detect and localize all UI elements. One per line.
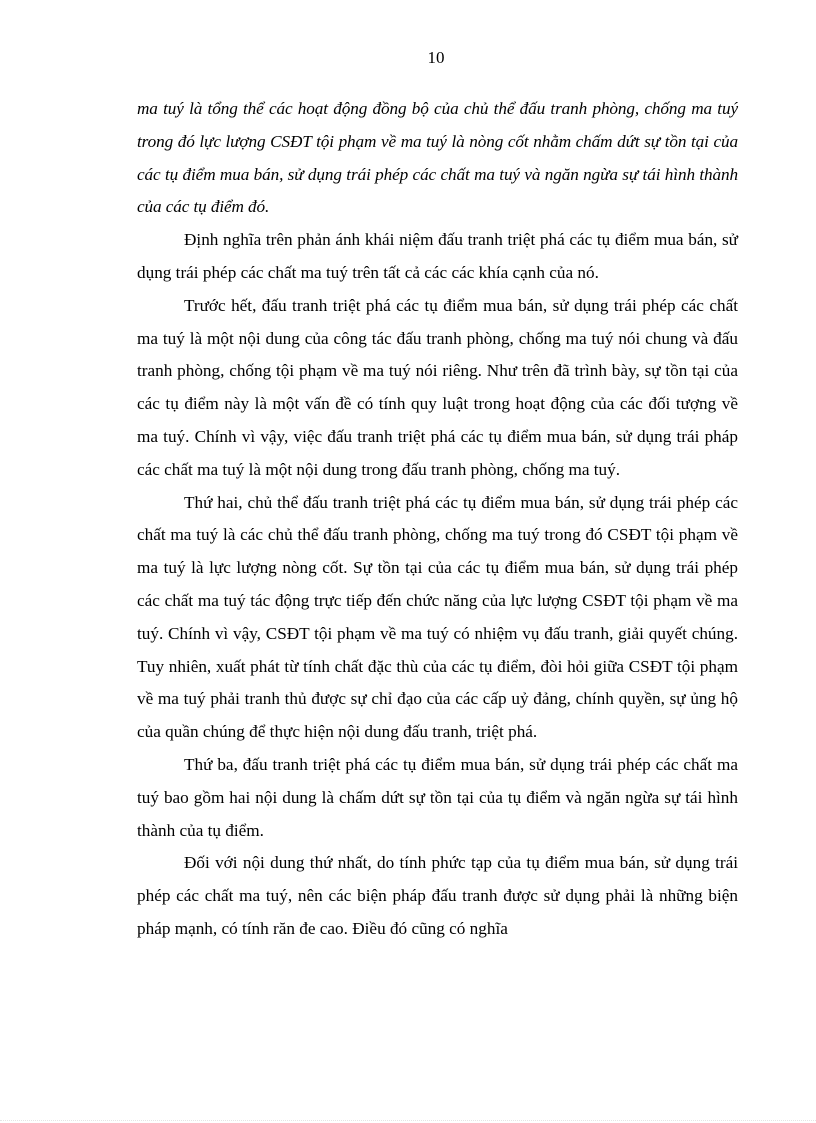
paragraph-second-point: Thứ hai, chủ thể đấu tranh triệt phá các tụ điểm mua bán, sử dụng trái phép các chất ma tuý là các chủ thể đấu tranh phòng, chống ma tuý trong đó CSĐT tội phạm về ma tuý là lực lượng nòng cốt. Sự tồn tại của các tụ điểm mua bán, sử dụng trái phép các chất ma tuý tác động trực tiếp đến chức năng của lực lượng CSĐT tội phạm về ma tuý. Chính vì vậy, CSĐT tội phạm về ma tuý có nhiệm vụ đấu tranh, giải quyết chúng. Tuy nhiên, xuất phát từ tính chất đặc thù của các tụ điểm, đòi hỏi giữa CSĐT tội phạm về ma tuý phải tranh thủ được sự chỉ đạo của các cấp uỷ đảng, chính quyền, sự ủng hộ của quần chúng để thực hiện nội dung đấu tranh, triệt phá.: [137, 492, 738, 742]
paragraph-definition-reflection: Định nghĩa trên phản ánh khái niệm đấu tranh triệt phá các tụ điểm mua bán, sử dụng trái phép các chất ma tuý trên tất cả các các khía cạnh của nó.: [137, 230, 738, 282]
paragraph-first-content: Đối với nội dung thứ nhất, do tính phức tạp của tụ điểm mua bán, sử dụng trái phép các chất ma tuý, nên các biện pháp đấu tranh được sử dụng phải là những biện pháp mạnh, có tính răn đe cao. Điều đó cũng có nghĩa: [137, 853, 738, 938]
paragraph-first-point: Trước hết, đấu tranh triệt phá các tụ điểm mua bán, sử dụng trái phép các chất ma tuý là một nội dung của công tác đấu tranh phòng, chống ma tuý nói chung và đấu tranh phòng, chống tội phạm về ma tuý nói riêng. Như trên đã trình bày, sự tồn tại của các tụ điểm này là một vấn đề có tính quy luật trong hoạt động của các đối tượng về ma tuý. Chính vì vậy, việc đấu tranh triệt phá các tụ điểm mua bán, sử dụng trái pháp các chất ma tuý là một nội dung trong đấu tranh phòng, chống ma tuý.: [137, 295, 738, 479]
page-bottom-rule: [0, 1120, 816, 1121]
page-number: 10: [427, 48, 445, 67]
document-body: [137, 93, 738, 946]
paragraph-third-point: Thứ ba, đấu tranh triệt phá các tụ điểm mua bán, sử dụng trái phép các chất ma tuý bao gồm hai nội dung là chấm dứt sự tồn tại của tụ điểm và ngăn ngừa sự tái hình thành của tụ điểm.: [137, 754, 738, 840]
paragraph-definition-continued: ma tuý là tổng thể các hoạt động đồng bộ của chủ thể đấu tranh phòng, chống ma tuý trong đó lực lượng CSĐT tội phạm về ma tuý là nòng cốt nhằm chấm dứt sự tồn tại của các tụ điểm mua bán, sử dụng trái phép các chất ma tuý và ngăn ngừa sự tái hình thành của các tụ điểm đó.: [137, 99, 738, 217]
